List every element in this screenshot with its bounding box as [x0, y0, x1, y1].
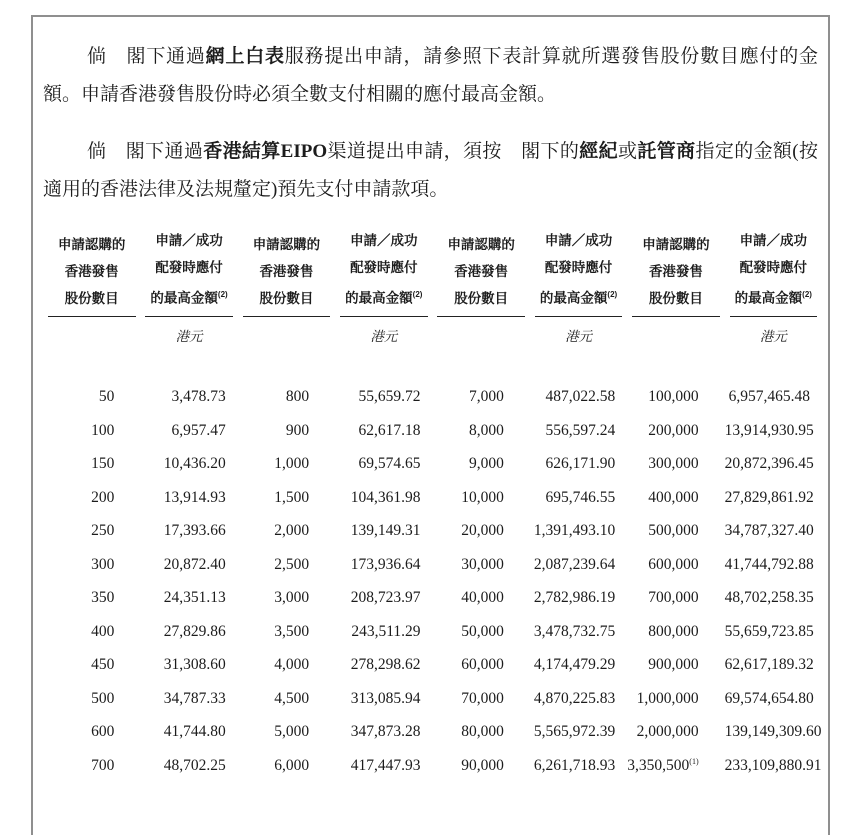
amount-header-1 [140, 227, 237, 317]
shares-value-cell: 900 [285, 421, 310, 439]
shares-value-cell: 4,500 [274, 689, 310, 707]
amount-value-cell: 34,787,327.40 [724, 522, 814, 540]
shares-value-cell: 150 [91, 455, 115, 473]
currency-spacer [238, 317, 335, 381]
header-label: 申請／成功 配發時應付 的最高金額$^{(2)}$ [734, 233, 812, 306]
amount-value-cell: 3,478.73 [171, 388, 226, 406]
table-row [43, 615, 822, 649]
body-text: 倘 閣下通過 [87, 141, 204, 162]
payment-table [43, 227, 822, 783]
header-label: 申請認購的 香港發售 股份數目 [447, 236, 515, 306]
shares-value-cell: 5,000 [274, 723, 310, 741]
table-row [43, 716, 822, 750]
shares-value-cell: 80,000 [461, 723, 504, 741]
shares-value-cell: 50 [98, 388, 115, 406]
table-row [43, 481, 822, 515]
table-row [43, 515, 822, 549]
shares-value-cell: 1,000,000 [636, 689, 699, 707]
amount-value-cell: 48,702,258.35 [724, 589, 814, 607]
amount-value-cell: 173,936.64 [350, 555, 421, 573]
body-text: 渠道提出申請，須按 閣下的 [327, 141, 580, 162]
amount-value-cell: 6,957.47 [171, 421, 226, 439]
amount-value-cell: 347,873.28 [350, 723, 421, 741]
paragraph-1 [43, 38, 818, 114]
amount-value-cell: 13,914,930.95 [724, 421, 814, 439]
amount-value-cell: 3,478,732.75 [533, 622, 616, 640]
emphasis-text: 網上白表 [205, 46, 285, 67]
shares-value-cell: 500 [91, 689, 115, 707]
paragraph-2 [43, 133, 818, 209]
shares-value-cell: 600,000 [648, 555, 699, 573]
shares-value-cell: 40,000 [461, 589, 504, 607]
body-text: 指定的金額(按適用的香港法律及法規釐定)預先支付申請款項。 [43, 141, 818, 200]
amount-value-cell: 556,597.24 [545, 421, 616, 439]
amount-value-cell: 417,447.93 [350, 756, 421, 774]
table-currency-row [43, 317, 822, 381]
emphasis-text: 經紀 [579, 141, 618, 162]
amount-value-cell: 55,659,723.85 [724, 622, 814, 640]
shares-value-cell: 20,000 [461, 522, 504, 540]
header-label: 申請認購的 香港發售 股份數目 [57, 236, 126, 306]
amount-value-cell: 139,149.31 [350, 522, 421, 540]
amount-value-cell: 20,872.40 [163, 555, 226, 573]
amount-header-3 [530, 227, 627, 317]
shares-value-cell: 900,000 [648, 656, 699, 674]
table-header-row [43, 227, 822, 317]
shares-value-cell: 300 [91, 555, 115, 573]
amount-value-cell: 2,087,239.64 [533, 555, 616, 573]
header-label: 申請／成功 配發時應付 的最高金額$^{(2)}$ [150, 233, 228, 306]
amount-value-cell: 243,511.29 [351, 622, 421, 640]
footnote-marker: (1) [689, 756, 699, 766]
shares-value-cell: 6,000 [274, 756, 310, 774]
currency-label: 港元 [175, 328, 203, 344]
amount-value-cell: 34,787.33 [163, 689, 226, 707]
shares-value-cell: 600 [91, 723, 115, 741]
amount-value-cell: 313,085.94 [350, 689, 421, 707]
shares-value-cell: 9,000 [469, 455, 504, 473]
amount-value-cell: 139,149,309.60 [724, 723, 822, 741]
amount-value-cell: 20,872,396.45 [724, 455, 814, 473]
amount-value-cell: 1,391,493.10 [533, 522, 616, 540]
shares-value-cell: 1,500 [274, 488, 310, 506]
header-label: 申請／成功 配發時應付 的最高金額$^{(2)}$ [539, 233, 618, 306]
amount-value-cell: 27,829,861.92 [724, 488, 814, 506]
header-label: 申請／成功 配發時應付 的最高金額$^{(2)}$ [345, 233, 423, 306]
amount-header-4 [725, 227, 822, 317]
amount-value-cell: 6,957,465.48 [728, 388, 810, 406]
table-row [43, 582, 822, 616]
footnote-marker: (2) [802, 290, 812, 299]
amount-value-cell: 6,261,718.93 [533, 756, 616, 774]
amount-value-cell: 24,351.13 [163, 589, 226, 607]
shares-header-3 [433, 227, 530, 317]
amount-value-cell: 13,914.93 [163, 488, 226, 506]
table-row [43, 749, 822, 783]
amount-value-cell: 487,022.58 [545, 388, 616, 406]
shares-value-cell: 700 [91, 756, 115, 774]
amount-value-cell: 10,436.20 [163, 455, 226, 473]
shares-value-cell: 90,000 [461, 756, 504, 774]
currency-spacer [433, 317, 530, 381]
header-label: 申請認購的 香港發售 股份數目 [642, 236, 710, 306]
table-body [43, 381, 822, 783]
shares-value-cell: 10,000 [461, 488, 504, 506]
body-text: 服務提出申請，請參照下表計算就所選發售股份數目應付的金額。申請香港發售股份時必須全數支付相關的應付最高金額。 [43, 46, 818, 105]
amount-value-cell: 69,574,654.80 [724, 689, 814, 707]
shares-value-cell: 200,000 [648, 421, 699, 439]
shares-header-4 [627, 227, 724, 317]
amount-value-cell: 626,171.90 [545, 455, 616, 473]
table-row [43, 682, 822, 716]
amount-header-2 [335, 227, 432, 317]
shares-value-cell: 30,000 [461, 555, 504, 573]
shares-value-cell: 3,500 [274, 622, 310, 640]
amount-value-cell: 48,702.25 [163, 756, 226, 774]
shares-value-cell: 400 [91, 622, 115, 640]
shares-value-cell: 300,000 [648, 455, 699, 473]
emphasis-text: 託管商 [637, 141, 696, 162]
shares-value-cell: 2,000,000 [636, 723, 699, 741]
shares-value-cell: 800 [285, 388, 310, 406]
currency-spacer [627, 317, 724, 381]
amount-value-cell: 208,723.97 [350, 589, 421, 607]
shares-value-cell: 2,500 [274, 555, 310, 573]
table-row [43, 548, 822, 582]
amount-value-cell: 2,782,986.19 [533, 589, 616, 607]
amount-value-cell: 31,308.60 [163, 656, 226, 674]
shares-value-cell: 8,000 [469, 421, 504, 439]
shares-value-cell: 4,000 [274, 656, 310, 674]
footnote-marker: (2) [217, 290, 228, 299]
header-label: 申請認購的 香港發售 股份數目 [252, 236, 321, 306]
shares-value-cell: 100 [91, 421, 115, 439]
amount-value-cell: 278,298.62 [350, 656, 421, 674]
footnote-marker: (2) [412, 290, 423, 299]
shares-value-cell: 800,000 [648, 622, 699, 640]
shares-value-cell: 200 [91, 488, 115, 506]
shares-value-cell: 100,000 [648, 388, 699, 406]
shares-value-cell: 50,000 [461, 622, 504, 640]
amount-value-cell: 55,659.72 [358, 388, 421, 406]
amount-value-cell: 4,870,225.83 [533, 689, 616, 707]
shares-value-cell: 2,000 [274, 522, 310, 540]
currency-label: 港元 [370, 328, 398, 344]
shares-header-1 [43, 227, 140, 317]
shares-header-2 [238, 227, 335, 317]
shares-value-cell: 400,000 [648, 488, 699, 506]
shares-value-cell: 70,000 [461, 689, 504, 707]
body-text: 倘 閣下通過 [87, 46, 206, 67]
body-text: 或 [617, 141, 638, 162]
amount-value-cell: 62,617.18 [358, 421, 421, 439]
amount-value-cell: 4,174,479.29 [533, 656, 616, 674]
shares-value-cell: 1,000 [274, 455, 310, 473]
payment-table-head [43, 227, 822, 381]
currency-label: 港元 [565, 328, 593, 344]
table-row [43, 414, 822, 448]
amount-value-cell: 695,746.55 [545, 488, 616, 506]
shares-value-cell: 7,000 [469, 388, 504, 406]
table-row [43, 649, 822, 683]
document-border-box [31, 15, 830, 835]
currency-spacer [43, 317, 140, 381]
amount-value-cell: 17,393.66 [163, 522, 226, 540]
table-row [43, 381, 822, 415]
currency-label: 港元 [759, 328, 787, 344]
table-row [43, 448, 822, 482]
amount-value-cell: 69,574.65 [358, 455, 421, 473]
amount-value-cell: 104,361.98 [350, 488, 421, 506]
amount-value-cell: 27,829.86 [163, 622, 226, 640]
amount-value-cell: 233,109,880.91 [724, 756, 822, 774]
shares-value-cell: 700,000 [648, 589, 699, 607]
shares-value-cell: 500,000 [648, 522, 699, 540]
amount-value-cell: 41,744.80 [163, 723, 226, 741]
shares-value-cell: 350 [91, 589, 115, 607]
shares-value-cell: 60,000 [461, 656, 504, 674]
amount-value-cell: 62,617,189.32 [724, 656, 814, 674]
footnote-marker: (2) [607, 290, 618, 299]
shares-value-cell: 450 [91, 656, 115, 674]
shares-value-cell: 3,350,500$^{(1)}$ [627, 756, 699, 774]
shares-value-cell: 3,000 [274, 589, 310, 607]
amount-value-cell: 5,565,972.39 [533, 723, 616, 741]
emphasis-text: 香港結算EIPO [203, 141, 328, 162]
shares-value-cell: 250 [91, 522, 115, 540]
amount-value-cell: 41,744,792.88 [724, 555, 814, 573]
